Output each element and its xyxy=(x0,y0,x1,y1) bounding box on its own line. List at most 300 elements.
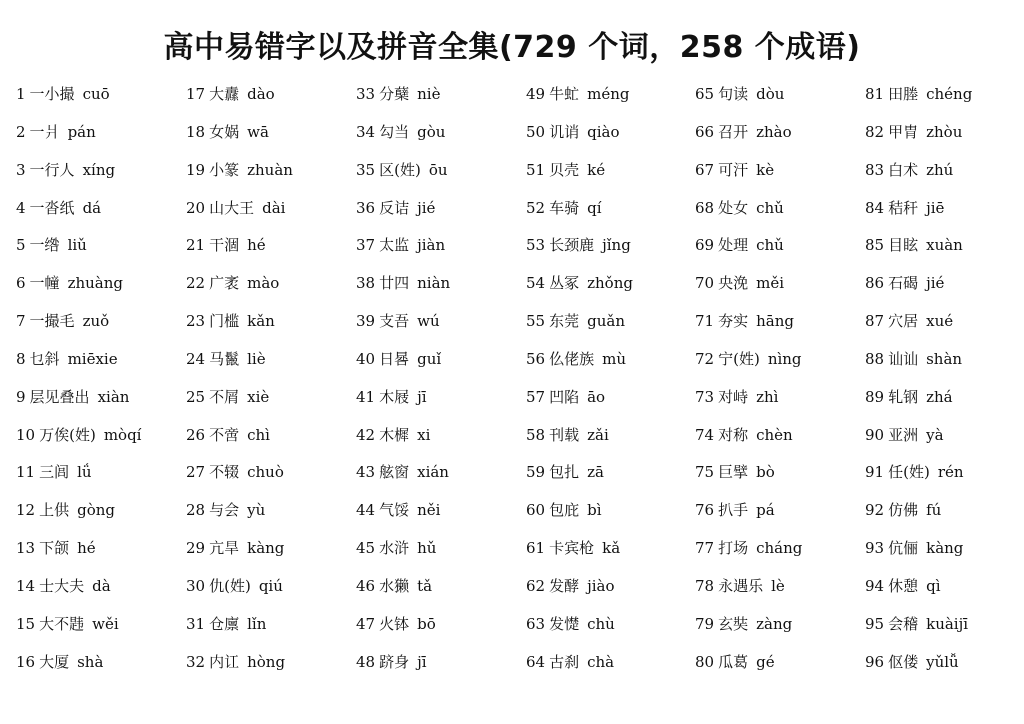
entry-pinyin: chì xyxy=(247,425,270,444)
entry-number: 25 xyxy=(186,387,206,406)
entry-pinyin: zā xyxy=(587,463,604,482)
entry-number: 38 xyxy=(356,274,376,293)
entry-word: 发憷 xyxy=(549,614,580,633)
vocab-entry xyxy=(16,118,186,156)
vocab-entry xyxy=(356,383,526,421)
entry-word: 亢旱 xyxy=(209,539,240,558)
vocab-entry xyxy=(16,307,186,345)
entry-number: 71 xyxy=(695,312,715,331)
entry-number: 20 xyxy=(186,198,206,217)
entry-pinyin: gé xyxy=(756,652,775,671)
entry-number: 35 xyxy=(356,160,376,179)
entry-word: 与会 xyxy=(209,501,240,520)
entry-pinyin: chǔ xyxy=(756,236,784,255)
entry-pinyin: xi xyxy=(417,425,431,444)
entry-word: 干涸 xyxy=(209,236,240,255)
vocab-entry xyxy=(16,194,186,232)
entry-word: 一小撮 xyxy=(29,85,75,103)
vocab-entry xyxy=(865,307,1024,345)
entry-number: 62 xyxy=(526,576,546,595)
entry-number: 76 xyxy=(695,501,715,520)
entry-number: 30 xyxy=(186,576,206,595)
entry-word: 支吾 xyxy=(379,312,410,331)
entry-number: 31 xyxy=(186,614,206,633)
entry-word: 丛冢 xyxy=(549,274,580,293)
entry-number: 47 xyxy=(356,614,376,633)
entry-pinyin: zhuàn xyxy=(247,160,293,179)
entry-pinyin: kǎn xyxy=(247,312,275,331)
vocab-entry xyxy=(695,496,865,534)
entry-word: 亚洲 xyxy=(888,425,919,444)
entry-word: 甲胄 xyxy=(888,122,919,141)
vocab-entry xyxy=(865,231,1024,269)
entry-pinyin: xiè xyxy=(247,387,270,406)
vocab-entry xyxy=(186,421,356,459)
entry-pinyin: shàn xyxy=(926,349,963,368)
entry-pinyin: qiào xyxy=(587,122,620,141)
entry-number: 17 xyxy=(186,85,206,103)
entry-number: 74 xyxy=(695,425,715,444)
entry-pinyin: dà xyxy=(92,576,111,595)
entry-pinyin: kǎ xyxy=(602,539,621,558)
vocab-entry xyxy=(865,648,1024,686)
entry-pinyin: kàng xyxy=(926,539,964,558)
entry-pinyin: lǘ xyxy=(77,463,92,482)
entry-pinyin: zhào xyxy=(756,122,792,141)
entry-pinyin: gòng xyxy=(77,501,116,520)
entry-number: 26 xyxy=(186,425,206,444)
entry-number: 67 xyxy=(695,160,715,179)
vocab-entry xyxy=(186,118,356,156)
entry-word: 一爿 xyxy=(29,122,60,141)
vocab-entry xyxy=(526,231,695,269)
entry-number: 23 xyxy=(186,312,206,331)
entry-word: 贝壳 xyxy=(549,160,580,179)
entry-word: 宁(姓) xyxy=(718,349,760,368)
entry-pinyin: hé xyxy=(77,539,96,558)
entry-word: 反诘 xyxy=(379,198,410,217)
entry-pinyin: guǐ xyxy=(417,349,442,368)
entry-number: 78 xyxy=(695,576,715,595)
vocab-entry xyxy=(16,534,186,572)
entry-pinyin: zhòu xyxy=(926,122,963,141)
entry-pinyin: kuàijī xyxy=(926,614,969,633)
entry-pinyin: wú xyxy=(417,312,440,331)
entry-number: 55 xyxy=(526,312,546,331)
entry-pinyin: miēxie xyxy=(67,349,118,368)
entry-word: 不啻 xyxy=(209,425,240,444)
entry-pinyin: mù xyxy=(602,349,626,368)
entry-number: 92 xyxy=(865,501,885,520)
entry-number: 10 xyxy=(16,425,36,444)
entry-number: 80 xyxy=(695,652,715,671)
entry-word: 包庇 xyxy=(549,501,580,520)
entry-word: 气馁 xyxy=(379,501,410,520)
entry-pinyin: jiào xyxy=(587,576,615,595)
vocab-entry xyxy=(356,307,526,345)
vocab-entry xyxy=(186,572,356,610)
entry-pinyin: ké xyxy=(587,160,606,179)
vocab-entry xyxy=(695,648,865,686)
entry-number: 81 xyxy=(865,85,885,103)
entry-word: 木樨 xyxy=(379,425,410,444)
entry-pinyin: bò xyxy=(756,463,775,482)
entry-word: 仫佬族 xyxy=(549,349,595,368)
vocab-entry xyxy=(865,458,1024,496)
vocab-entry xyxy=(356,610,526,648)
entry-pinyin: chuò xyxy=(247,463,284,482)
entry-number: 88 xyxy=(865,349,885,368)
entry-pinyin: qiú xyxy=(258,576,283,595)
entry-word: 任(姓) xyxy=(888,463,930,482)
vocab-entry xyxy=(16,648,186,686)
entry-pinyin: guǎn xyxy=(587,312,625,331)
page-title: 高中易错字以及拼音全集(729 个词，258 个成语) xyxy=(163,30,861,65)
entry-word: 乜斜 xyxy=(29,349,60,368)
vocab-entry xyxy=(526,572,695,610)
entry-number: 21 xyxy=(186,236,206,255)
entry-number: 66 xyxy=(695,122,715,141)
vocab-entry xyxy=(526,458,695,496)
entry-pinyin: chà xyxy=(587,652,615,671)
entry-word: 跻身 xyxy=(379,652,410,671)
entry-word: 可汗 xyxy=(718,160,749,179)
entry-pinyin: dá xyxy=(82,198,102,217)
entry-word: 东莞 xyxy=(549,312,580,331)
entry-pinyin: jié xyxy=(926,274,945,293)
entry-number: 63 xyxy=(526,614,546,633)
entry-number: 75 xyxy=(695,463,715,482)
vocab-entry xyxy=(526,156,695,194)
vocab-entry xyxy=(865,194,1024,232)
vocab-entry xyxy=(865,572,1024,610)
vocab-entry xyxy=(865,156,1024,194)
vocab-entry xyxy=(16,231,186,269)
entry-number: 89 xyxy=(865,387,885,406)
entry-number: 27 xyxy=(186,463,206,482)
vocab-entry xyxy=(695,80,865,118)
entry-pinyin: liè xyxy=(247,349,266,368)
entry-word: 牛虻 xyxy=(549,85,580,103)
entry-word: 讥诮 xyxy=(549,122,580,141)
entry-number: 73 xyxy=(695,387,715,406)
vocab-entry xyxy=(16,458,186,496)
entry-pinyin: hǔ xyxy=(417,539,437,558)
entry-pinyin: dòu xyxy=(756,85,785,103)
vocab-entry xyxy=(16,156,186,194)
vocab-entry xyxy=(186,269,356,307)
entry-number: 85 xyxy=(865,236,885,255)
entry-number: 52 xyxy=(526,198,546,217)
vocab-entry xyxy=(186,458,356,496)
entry-pinyin: shà xyxy=(77,652,104,671)
entry-word: 秸秆 xyxy=(888,198,919,217)
entry-word: 讪讪 xyxy=(888,349,919,368)
entry-number: 15 xyxy=(16,614,36,633)
vocab-entry xyxy=(526,421,695,459)
entry-word: 夯实 xyxy=(718,312,749,331)
entry-pinyin: lè xyxy=(771,576,785,595)
entry-pinyin: xián xyxy=(417,463,449,482)
entry-pinyin: zhǒng xyxy=(587,274,633,293)
entry-word: 仿佛 xyxy=(888,501,919,520)
entry-word: 古刹 xyxy=(549,652,580,671)
entry-number: 60 xyxy=(526,501,546,520)
entry-word: 央浼 xyxy=(718,274,749,293)
entry-pinyin: méng xyxy=(587,85,630,103)
entry-pinyin: nìng xyxy=(767,349,802,368)
entry-pinyin: chù xyxy=(587,614,615,633)
vocab-entry xyxy=(695,610,865,648)
entry-word: 卡宾枪 xyxy=(549,539,595,558)
entry-pinyin: hāng xyxy=(756,312,794,331)
entry-pinyin: dào xyxy=(247,85,275,103)
entry-pinyin: zhá xyxy=(926,387,953,406)
vocab-entry xyxy=(865,610,1024,648)
entry-number: 44 xyxy=(356,501,376,520)
entry-pinyin: qì xyxy=(926,576,941,595)
vocab-entry xyxy=(16,383,186,421)
vocab-entry xyxy=(186,534,356,572)
entry-number: 95 xyxy=(865,614,885,633)
entry-number: 4 xyxy=(16,198,26,217)
entry-word: 火钵 xyxy=(379,614,410,633)
entry-word: 分蘖 xyxy=(379,85,410,103)
entry-pinyin: xiàn xyxy=(97,387,130,406)
entry-pinyin: zhú xyxy=(926,160,954,179)
entry-number: 19 xyxy=(186,160,206,179)
entry-word: 轧钢 xyxy=(888,387,919,406)
entry-pinyin: jī xyxy=(417,652,427,671)
vocabulary-grid xyxy=(16,80,1024,686)
entry-number: 36 xyxy=(356,198,376,217)
entry-word: 车骑 xyxy=(549,198,580,217)
vocab-entry xyxy=(186,496,356,534)
entry-number: 40 xyxy=(356,349,376,368)
entry-word: 区(姓) xyxy=(379,160,421,179)
entry-pinyin: něi xyxy=(417,501,441,520)
entry-pinyin: mào xyxy=(247,274,280,293)
vocab-entry xyxy=(186,648,356,686)
entry-number: 53 xyxy=(526,236,546,255)
entry-word: 三闾 xyxy=(39,463,70,482)
entry-word: 大不韪 xyxy=(39,614,85,633)
vocab-entry xyxy=(865,534,1024,572)
entry-number: 50 xyxy=(526,122,546,141)
entry-word: 木屐 xyxy=(379,387,410,406)
entry-number: 93 xyxy=(865,539,885,558)
vocab-entry xyxy=(186,194,356,232)
vocab-entry xyxy=(526,496,695,534)
entry-number: 87 xyxy=(865,312,885,331)
entry-pinyin: kè xyxy=(756,160,775,179)
entry-pinyin: xíng xyxy=(82,160,116,179)
entry-word: 层见叠出 xyxy=(29,387,90,406)
entry-pinyin: pán xyxy=(67,122,96,141)
entry-number: 69 xyxy=(695,236,715,255)
entry-number: 3 xyxy=(16,160,26,179)
entry-word: 上供 xyxy=(39,501,70,520)
vocab-entry xyxy=(16,80,186,118)
vocab-entry xyxy=(16,572,186,610)
entry-word: 田塍 xyxy=(888,85,919,103)
entry-number: 59 xyxy=(526,463,546,482)
entry-number: 9 xyxy=(16,387,26,406)
entry-word: 仇(姓) xyxy=(209,576,251,595)
entry-word: 玄奘 xyxy=(718,614,749,633)
entry-word: 万俟(姓) xyxy=(39,425,96,444)
entry-number: 58 xyxy=(526,425,546,444)
entry-number: 72 xyxy=(695,349,715,368)
entry-pinyin: wā xyxy=(247,122,269,141)
entry-word: 永遇乐 xyxy=(718,576,764,595)
vocab-entry xyxy=(186,307,356,345)
entry-number: 45 xyxy=(356,539,376,558)
entry-number: 7 xyxy=(16,312,26,331)
vocab-entry xyxy=(695,156,865,194)
vocab-entry xyxy=(865,80,1024,118)
entry-pinyin: fú xyxy=(926,501,942,520)
entry-number: 61 xyxy=(526,539,546,558)
vocab-entry xyxy=(526,80,695,118)
entry-number: 28 xyxy=(186,501,206,520)
entry-word: 一行人 xyxy=(29,160,75,179)
vocab-entry xyxy=(695,383,865,421)
entry-number: 79 xyxy=(695,614,715,633)
vocab-entry xyxy=(356,345,526,383)
vocab-entry xyxy=(356,231,526,269)
entry-word: 大厦 xyxy=(39,652,70,671)
entry-word: 句读 xyxy=(718,85,749,103)
entry-pinyin: āo xyxy=(587,387,606,406)
entry-pinyin: hòng xyxy=(247,652,286,671)
entry-number: 64 xyxy=(526,652,546,671)
vocab-entry xyxy=(526,194,695,232)
entry-word: 对称 xyxy=(718,425,749,444)
entry-number: 22 xyxy=(186,274,206,293)
entry-number: 1 xyxy=(16,85,26,103)
entry-number: 12 xyxy=(16,501,36,520)
vocab-entry xyxy=(865,421,1024,459)
entry-pinyin: liǔ xyxy=(67,236,87,255)
entry-pinyin: jǐng xyxy=(602,236,631,255)
entry-number: 33 xyxy=(356,85,376,103)
entry-pinyin: wěi xyxy=(92,614,119,633)
entry-pinyin: chéng xyxy=(926,85,973,103)
entry-number: 77 xyxy=(695,539,715,558)
entry-number: 24 xyxy=(186,349,206,368)
vocab-entry xyxy=(186,156,356,194)
entry-number: 96 xyxy=(865,652,885,671)
entry-word: 廿四 xyxy=(379,274,410,293)
vocab-entry xyxy=(356,118,526,156)
vocab-entry xyxy=(526,307,695,345)
entry-number: 65 xyxy=(695,85,715,103)
entry-number: 48 xyxy=(356,652,376,671)
entry-number: 41 xyxy=(356,387,376,406)
entry-pinyin: lǐn xyxy=(247,614,267,633)
entry-word: 仓廪 xyxy=(209,614,240,633)
entry-word: 日晷 xyxy=(379,349,410,368)
entry-number: 34 xyxy=(356,122,376,141)
entry-number: 56 xyxy=(526,349,546,368)
entry-pinyin: cháng xyxy=(756,539,803,558)
entry-number: 90 xyxy=(865,425,885,444)
entry-word: 女娲 xyxy=(209,122,240,141)
vocab-entry xyxy=(695,345,865,383)
vocab-entry xyxy=(356,194,526,232)
entry-number: 37 xyxy=(356,236,376,255)
entry-pinyin: jiàn xyxy=(417,236,446,255)
entry-number: 14 xyxy=(16,576,36,595)
vocab-entry xyxy=(695,421,865,459)
vocab-entry xyxy=(356,496,526,534)
entry-pinyin: gòu xyxy=(417,122,446,141)
vocab-entry xyxy=(356,572,526,610)
vocab-entry xyxy=(526,383,695,421)
entry-pinyin: zhuàng xyxy=(67,274,123,293)
entry-word: 不屑 xyxy=(209,387,240,406)
entry-word: 门槛 xyxy=(209,312,240,331)
entry-pinyin: zàng xyxy=(756,614,793,633)
vocab-entry xyxy=(695,307,865,345)
entry-pinyin: ōu xyxy=(428,160,448,179)
vocab-entry xyxy=(526,345,695,383)
entry-word: 山大王 xyxy=(209,198,255,217)
entry-number: 11 xyxy=(16,463,36,482)
vocab-entry xyxy=(16,496,186,534)
entry-number: 68 xyxy=(695,198,715,217)
entry-number: 84 xyxy=(865,198,885,217)
vocab-entry xyxy=(865,118,1024,156)
entry-pinyin: pá xyxy=(756,501,775,520)
vocab-entry xyxy=(16,269,186,307)
entry-word: 内讧 xyxy=(209,652,240,671)
entry-number: 86 xyxy=(865,274,885,293)
entry-pinyin: yǔlǚ xyxy=(926,652,959,671)
entry-number: 49 xyxy=(526,85,546,103)
entry-number: 42 xyxy=(356,425,376,444)
entry-word: 石碣 xyxy=(888,274,919,293)
entry-word: 伛偻 xyxy=(888,652,919,671)
entry-number: 83 xyxy=(865,160,885,179)
vocab-entry xyxy=(356,421,526,459)
vocab-entry xyxy=(186,80,356,118)
entry-word: 一绺 xyxy=(29,236,60,255)
entry-word: 一幢 xyxy=(29,274,60,293)
entry-word: 发酵 xyxy=(549,576,580,595)
vocab-entry xyxy=(526,610,695,648)
vocab-entry xyxy=(526,534,695,572)
entry-word: 广袤 xyxy=(209,274,240,293)
entry-pinyin: rén xyxy=(937,463,964,482)
entry-number: 51 xyxy=(526,160,546,179)
entry-word: 扒手 xyxy=(718,501,749,520)
entry-number: 6 xyxy=(16,274,26,293)
entry-pinyin: kàng xyxy=(247,539,285,558)
entry-word: 召开 xyxy=(718,122,749,141)
entry-number: 5 xyxy=(16,236,26,255)
vocab-entry xyxy=(356,648,526,686)
vocab-entry xyxy=(865,269,1024,307)
vocab-entry xyxy=(695,231,865,269)
vocab-entry xyxy=(356,534,526,572)
entry-word: 穴居 xyxy=(888,312,919,331)
vocab-entry xyxy=(695,269,865,307)
entry-word: 对峙 xyxy=(718,387,749,406)
entry-number: 46 xyxy=(356,576,376,595)
vocab-entry xyxy=(186,345,356,383)
